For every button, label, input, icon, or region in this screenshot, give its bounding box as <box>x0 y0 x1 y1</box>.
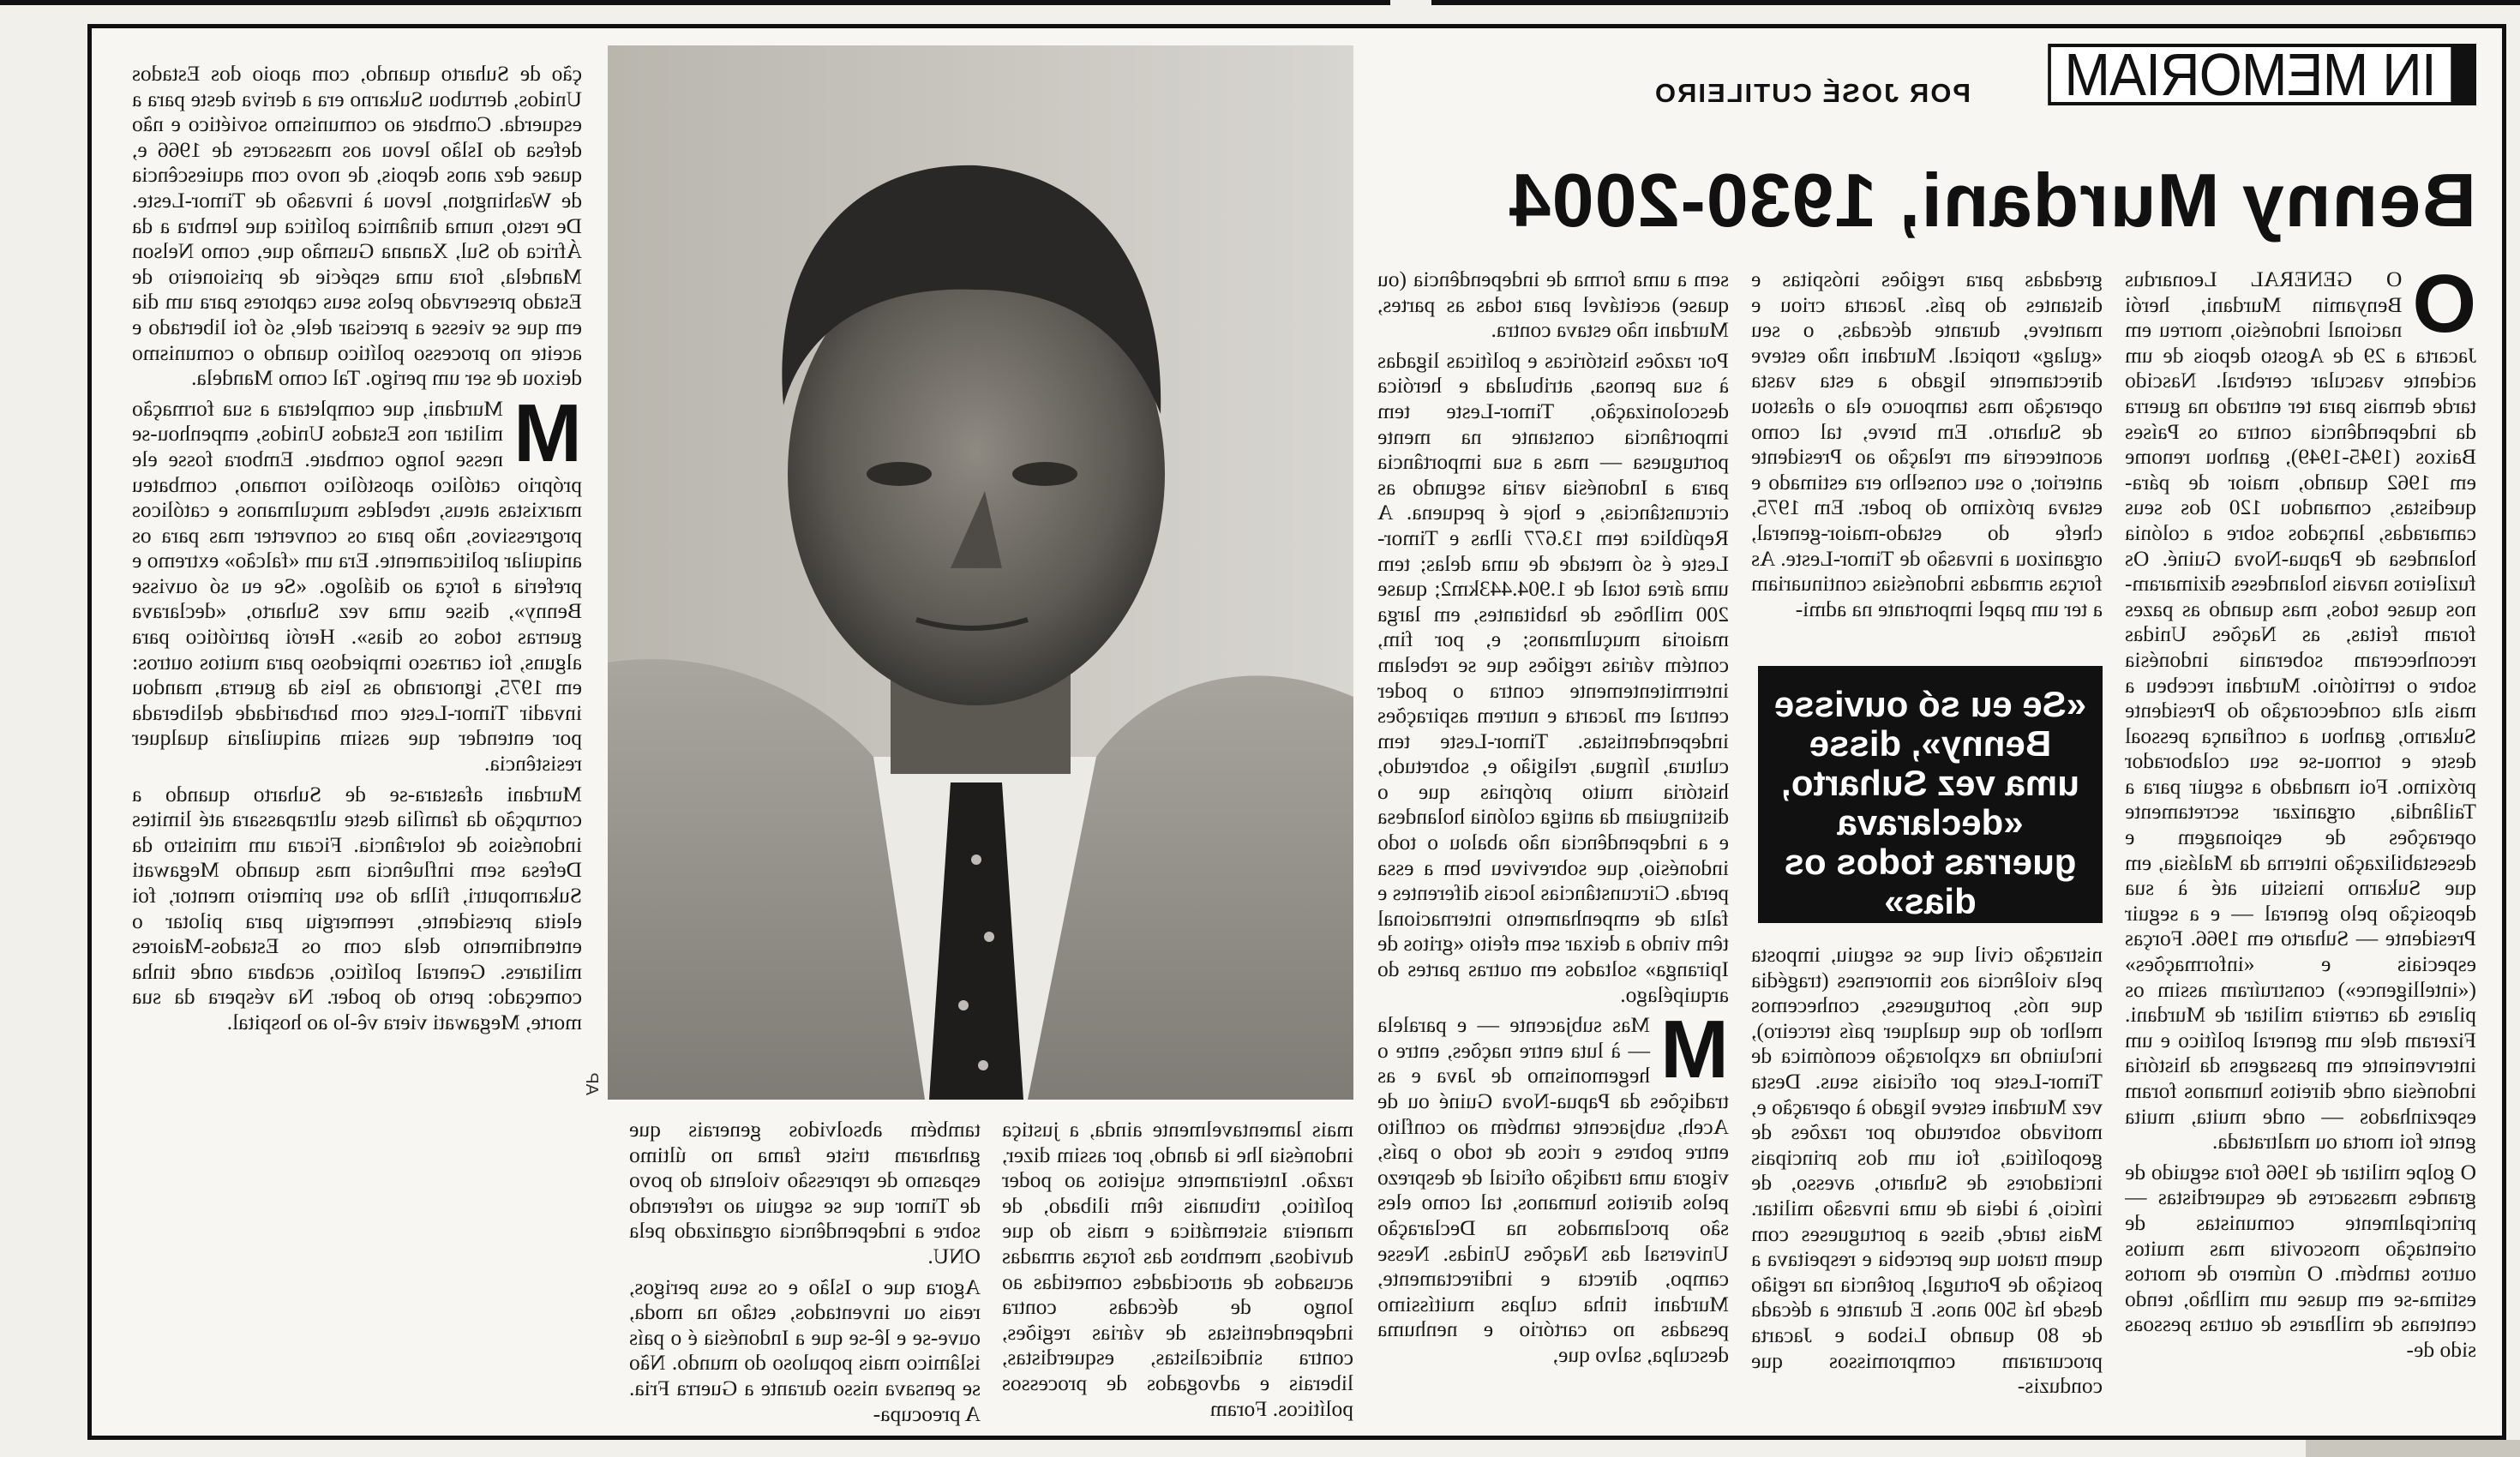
paragraph: Por razões históricas e políticas ligadas à sua penosa, atribulada e heróica descolonização, Timor-Leste tem importância constante na mente portuguesa — mas a sua importância para a Indonésia varia segundo as circunstâncias, e hoje é pequena. A República tem 13.677 ilhas e Timor-Leste é só metade de uma delas; tem uma área total de 1.904.443km2; quase 200 milhões de habitantes, em larga maioria muçulmanos; e, por fim, contém várias regiões que se rebelam intermitentemente contra o poder central em Jacarta e nutrem aspirações independentistas. Timor-Leste tem cultura, língua, religião e, sobretudo, história muito próprias que o distinguiam da antiga colónia holandesa e a independência não abalou o todo indonésio, que sobreviveu bem a essa perda. Circunstâncias locais diferentes e falta de empenhamento internacional têm vindo a deixar sem efeito «gritos de Ipiranga» soltados em outras partes do arquipélago. <box>1377 347 1729 1007</box>
scan-edge <box>2306 1440 2520 1457</box>
paragraph: O GENERAL Leonardus Benyamin Murdani, herói nacional indonésio, morreu em Jacarta a 29 de Agosto depois de um acidente vascular cerebral. Nascido tarde demais para ter entrado na guerra da independência contra os Países Baixos (1945-1949), ganhou renome em 1962 quando, maior de pára-quedistas, comandou 120 dos seus camaradas, lançados sobre a colónia holandesa de Papua-Nova Guiné. Os fuzileiros navais holandeses dizimaram-nos quase todos, mas quando as pazes foram feitas, as Nações Unidas reconheceram soberania indonésia sobre o território. Murdani recebeu a mais alta condecoração do Presidente Sukarno, ganhou a confiança pessoal deste e tornou-se seu colaborador próximo. Foi mandado a seguir para a Tailândia, organizar secretamente operações de espionagem e desestabilização interna da Malásia, em que Sukarno insistiu até à sua deposição pelo general — e a seguir Presidente — Suharto em 1966. Forças especiais e «informações» («intelligence») construíram assim os pilares da carreira militar de Murdani. Fizeram dele um general político e um interveniente em passagens da história indonésia onde direitos humanos foram espezinhados — onde muita, muita gente foi morta ou maltratada. <box>2125 267 2476 1154</box>
top-rule-right <box>0 0 1390 5</box>
portrait-photo <box>608 45 1353 1100</box>
paragraph: mais lamentavelmente ainda, a justiça indonésia lhe ia dando, por assim dizer, razão. Inteiramente sujeitos ao poder político, tribunais têm ilibado, de maneira sistemática e mais do que duvidosa, membros das forças armadas acusados de atrocidades cometidas ao longo de décadas contra independentistas de várias regiões, contra sindicalistas, esquerdistas, liberais e advogados de processos políticos. Foram <box>1002 1117 1353 1421</box>
article-frame <box>87 24 2506 1440</box>
column-6 <box>132 61 582 1428</box>
paragraph: sem a uma forma de independência (ou quase) aceitável para todas as partes, Murdani não estava contra. <box>1377 267 1729 343</box>
dropcap-o: O <box>2412 267 2476 350</box>
photo-credit: AP <box>582 1072 601 1095</box>
byline: POR JOSÉ CUTILEIRO <box>1653 78 1971 108</box>
top-rule-left <box>1431 0 2520 5</box>
column-2-bottom <box>1751 942 2103 1426</box>
paragraph: O golpe militar de 1966 fora seguido de grandes massacres de esquerdistas — principalmente comunistas de orientação moscovita mas muitos outros também. O número de mortos estima-se em quase um milhão, tendo centenas de milhares de outras pessoas sido de- <box>2125 1159 2476 1362</box>
paragraph: gredadas para regiões inóspitas e distantes do país. Jacarta criou e manteve, durante décadas, o seu «gulag» tropical. Murdani não esteve directamente ligado a esta vasta operação mas tampouco ela o afastou de Suharto. Em breve, tal como aconteceria em relação ao Presidente anterior, o seu conselho era estimado e estava próximo do poder. Em 1975, chefe do estado-maior-general, organizou a invasão de Timor-Leste. As forças armadas indonésias continuariam a ter um papel importante na admi- <box>1751 267 2103 621</box>
paragraph: Mas subjacente — e paralela — à luta entre nações, entre o hegemonismo de Java e as tradições da Papua-Nova Guiné ou de Aceh, subjacente também ao conflito entre pobres e ricos de todo o país, vigora uma tradição oficial de desprezo pelos direitos humanos, tal como eles são proclamados na Declaração Universal das Nações Unidas. Nesse campo, directa e indirectamente, Murdani tinha culpas muitíssimo pesadas no cartório e nenhuma desculpa, salvo que, <box>1377 1012 1729 1367</box>
column-4 <box>1002 1117 1353 1430</box>
paragraph: Murdani afastara-se de Suharto quando a corrupção da família deste ultrapassara até limites indonésios de tolerância. Ficara um ministro da Defesa sem influência mas quando Megawati Sukarnoputri, filha do seu primeiro mentor, foi eleita presidente, reemergiu para pilotar o entendimento dela com os Estados-Maiores militares. General político, acabara onde tinha começado: perto do poder. Na véspera da sua morte, Megawati viera vê-lo ao hospital. <box>132 781 582 1034</box>
column-3 <box>1377 267 1729 1428</box>
paragraph: ção de Suharto quando, com apoio dos Estados Unidos, derrubou Sukarno era a deriva deste para a esquerda. Combate ao comunismo soviético e não defesa do Islão levou aos massacres de 1966 e, quase dez anos depois, de novo com aquiescência de Washington, levou à invasão de Timor-Leste. De resto, numa dinâmica política que lembra a da África do Sul, Xanana Gusmão que, como Nelson Mandela, fora uma espécie de prisioneiro de Estado preservado pelos seus captores para um dia em que se viesse a precisar dele, só foi libertado e aceite no processo político quando o comunismo deixou de ser um perigo. Tal como Mandela. <box>132 61 582 391</box>
dropcap-m: M <box>1660 1004 1729 1096</box>
column-2-top <box>1751 267 2103 669</box>
column-1 <box>2125 267 2476 1428</box>
paragraph: Agora que o Islão e os seus perigos, reais ou inventados, estão na moda, ouve-se e lê-se que a Indonésia é o país islâmico mais populoso do mundo. Não se pensava nisso durante a Guerra Fria. A preocupa- <box>629 1274 981 1426</box>
kicker-bar <box>2454 44 2476 105</box>
section-kicker <box>2013 41 2476 108</box>
paragraph: também absolvidos generais que ganharam triste fama no último espasmo de repressão violenta do povo de Timor que se seguiu ao referendo sobre a independência organizado pela ONU. <box>629 1117 981 1268</box>
section-label: IN MEMORIAM <box>2048 44 2454 105</box>
paragraph: Murdani, que completara a sua formação militar nos Estados Unidos, empenhou-se nesse longo combate. Embora fosse ele próprio católico apostólico romano, combateu marxistas ateus, rebeldes muçulmanos e católicos progressivos, não para os converter mas para os aniquilar politicamente. Era um «falcão» extremo e preferia a força ao diálogo. «Se eu só ouvisse Benny», disse uma vez Suharto, «declarava guerras todos os dias». Herói patriótico para alguns, foi carrasco impiedoso para muitos outros: em 1975, ignorando as leis da guerra, mandou invadir Timor-Leste com barbaridade deliberada por entender que assim aniquilaria qualquer resistência. <box>132 395 582 776</box>
pull-quote: «Se eu só ouvisse Benny», disse uma vez Suharto, «declarava guerras todos os dias» <box>1758 666 2103 923</box>
paragraph: nistração civil que se seguiu, imposta pela violência aos timorenses (tragédia que nós, portugueses, conhecemos melhor do que qualquer país terceiro), incluindo na exploração económica de Timor-Leste por oficiais seus. Desta vez Murdani esteve ligado à operação e, motivado sobretudo por razões de geopolítica, foi um dos principais incitadores de Suharto, avesso, de início, à ideia de uma invasão militar. Mais tarde, disse a portugueses com quem tratou que percebia e respeitava a posição de Portugal, potência na região desde há 500 anos. E durante a década de 80 quando Lisboa e Jacarta procuraram compromissos que conduzis- <box>1751 942 2103 1399</box>
headline: Benny Murdani, 1930-2004 <box>1508 158 2476 243</box>
dropcap-m: M <box>513 387 582 479</box>
column-5 <box>629 1117 981 1430</box>
